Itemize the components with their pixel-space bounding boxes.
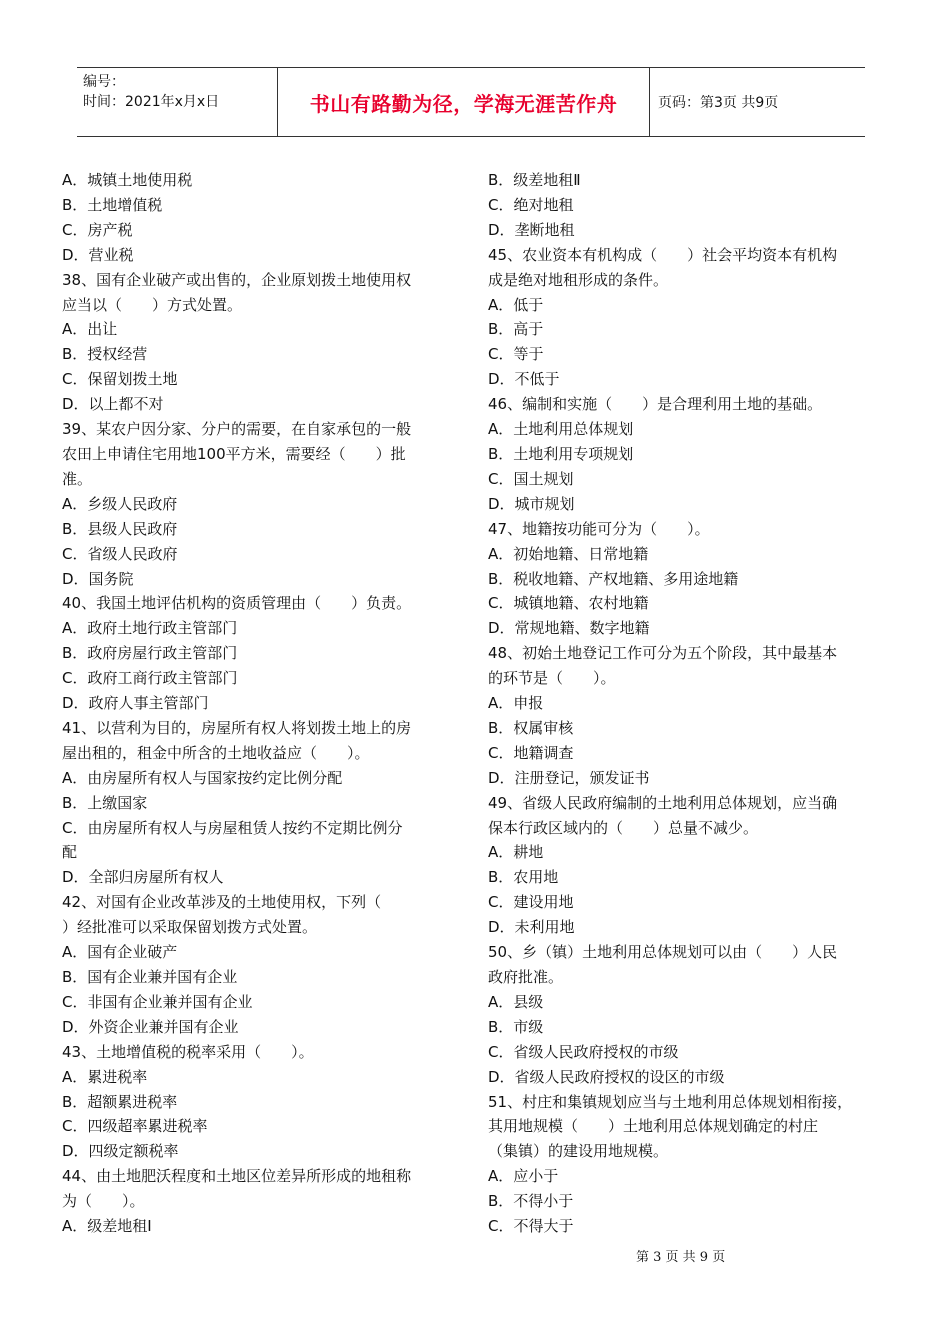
text-line: A．耕地 <box>488 843 544 862</box>
text-line: C．建设用地 <box>488 893 574 912</box>
text-line: A．城镇土地使用税 <box>62 171 193 189</box>
text-line: B．授权经营 <box>62 345 148 364</box>
text-line: D．国务院 <box>62 569 134 588</box>
text-line: C．省级人民政府 <box>62 544 178 563</box>
text-line: A．初始地籍、日常地籍 <box>488 544 649 563</box>
left-column <box>62 168 462 1239</box>
text-line: D．不低于 <box>488 370 560 389</box>
text-line: A．国有企业破产 <box>62 943 178 962</box>
text-line: A．应小于 <box>488 1167 559 1186</box>
motto: 书山有路勤为径，学海无涯苦作舟 <box>309 91 618 116</box>
text-line: D．外资企业兼并国有企业 <box>62 1017 239 1036</box>
text-line: B．土地增值税 <box>62 195 163 214</box>
text-line: A．乡级人民政府 <box>62 494 178 513</box>
text-line: B．上缴国家 <box>62 793 148 812</box>
text-line: D．垄断地租 <box>488 220 575 239</box>
text-line: 40、我国土地评估机构的资质管理由（ ）负责。 <box>62 594 412 613</box>
header-meta <box>77 68 278 136</box>
text-line: A．由房屋所有权人与国家按约定比例分配 <box>62 768 343 787</box>
text-line: D．注册登记，颁发证书 <box>488 768 650 787</box>
text-line: B．税收地籍、产权地籍、多用途地籍 <box>488 569 739 588</box>
text-line: B．超额累进税率 <box>62 1092 178 1111</box>
text-line: B．政府房屋行政主管部门 <box>62 644 238 663</box>
text-line: C．绝对地租 <box>488 195 574 214</box>
text-line: B．级差地租Ⅱ <box>488 171 581 189</box>
text-line: C．四级超率累进税率 <box>62 1117 208 1136</box>
text-line: D．常规地籍、数字地籍 <box>488 619 650 638</box>
text-line: 43、土地增值税的税率采用（ ）。 <box>62 1042 314 1061</box>
text-line: C．省级人民政府授权的市级 <box>488 1042 679 1061</box>
text-line: 屋出租的，租金中所含的土地收益应（ ）。 <box>62 743 370 762</box>
text-line: 成是绝对地租形成的条件。 <box>488 270 669 289</box>
number-label: 编号： <box>83 74 125 90</box>
right-column <box>488 168 888 1239</box>
page-label: 页码：第3页 共9页 <box>658 95 779 111</box>
text-line: B．县级人民政府 <box>62 519 178 538</box>
text-line: A．累进税率 <box>62 1067 148 1086</box>
text-line: C．城镇地籍、农村地籍 <box>488 594 649 613</box>
text-line: 应当以（ ）方式处置。 <box>62 295 243 314</box>
text-line: A．级差地租Ⅰ <box>62 1217 152 1236</box>
text-line: C．房产税 <box>62 220 133 239</box>
text-line: C．地籍调查 <box>488 743 574 762</box>
text-line: 44、由土地肥沃程度和土地区位差异所形成的地租称 <box>62 1167 412 1186</box>
text-line: 准。 <box>62 469 93 488</box>
text-line: A．县级 <box>488 992 544 1011</box>
text-line: A．政府土地行政主管部门 <box>62 619 238 638</box>
text-line: 政府批准。 <box>488 968 564 986</box>
text-line: A．申报 <box>488 694 544 713</box>
text-line: B．国有企业兼并国有企业 <box>62 968 238 986</box>
text-line: （集镇）的建设用地规模。 <box>488 1142 669 1161</box>
text-line: D．四级定额税率 <box>62 1142 179 1161</box>
text-line: C．保留划拨土地 <box>62 370 178 389</box>
text-line: D．政府人事主管部门 <box>62 694 209 713</box>
text-line: B．农用地 <box>488 868 559 887</box>
text-line: C．非国有企业兼并国有企业 <box>62 992 253 1011</box>
text-line: B．权属审核 <box>488 718 574 737</box>
text-line: B．不得小于 <box>488 1192 574 1211</box>
text-line: D．营业税 <box>62 245 134 264</box>
text-line: A．低于 <box>488 295 544 314</box>
text-line: C．等于 <box>488 345 544 364</box>
text-line: 50、乡（镇）土地利用总体规划可以由（ ）人民 <box>488 943 838 962</box>
text-line: 42、对国有企业改革涉及的土地使用权，下列（ <box>62 893 382 912</box>
text-line: D．未利用地 <box>488 918 575 937</box>
text-line: B．高于 <box>488 320 544 339</box>
text-line: D．省级人民政府授权的设区的市级 <box>488 1067 725 1086</box>
page-header <box>77 67 865 137</box>
text-line: D．以上都不对 <box>62 395 164 414</box>
text-line: D．城市规划 <box>488 494 575 513</box>
text-line: C．由房屋所有权人与房屋租赁人按约不定期比例分 <box>62 818 403 837</box>
text-line: 38、国有企业破产或出售的，企业原划拨土地使用权 <box>62 270 412 289</box>
text-line: D．全部归房屋所有权人 <box>62 868 224 887</box>
text-line: 其用地规模（ ）土地利用总体规划确定的村庄 <box>488 1117 819 1136</box>
header-motto-cell <box>278 68 650 136</box>
header-page-cell <box>650 68 865 136</box>
text-line: 保本行政区域内的（ ）总量不减少。 <box>488 818 759 837</box>
text-line: 47、地籍按功能可分为（ ）。 <box>488 519 710 538</box>
text-line: 配 <box>62 843 78 862</box>
text-line: A．出让 <box>62 320 118 339</box>
text-line: 45、农业资本有机构成（ ）社会平均资本有机构 <box>488 245 838 264</box>
page-footer: 第 3 页 共 9 页 <box>636 1250 726 1265</box>
text-line: 的环节是（ ）。 <box>488 669 616 688</box>
text-line: C．政府工商行政主管部门 <box>62 669 238 688</box>
text-line: A．土地利用总体规划 <box>488 420 634 439</box>
text-line: B．市级 <box>488 1017 544 1036</box>
text-line: 48、初始土地登记工作可分为五个阶段，其中最基本 <box>488 644 838 663</box>
text-line: 为（ ）。 <box>62 1192 145 1211</box>
text-line: 农田上申请住宅用地100平方米，需要经（ ）批 <box>62 444 406 463</box>
time-label: 时间：2021年x月x日 <box>83 94 220 110</box>
text-line: 39、某农户因分家、分户的需要，在自家承包的一般 <box>62 420 412 439</box>
text-line: C．不得大于 <box>488 1217 574 1236</box>
text-line: C．国土规划 <box>488 469 574 488</box>
text-line: 51、村庄和集镇规划应当与土地利用总体规划相衔接， <box>488 1092 853 1111</box>
text-line: 49、省级人民政府编制的土地利用总体规划，应当确 <box>488 793 838 812</box>
text-line: B．土地利用专项规划 <box>488 444 634 463</box>
text-line: ）经批准可以采取保留划拨方式处置。 <box>62 918 318 937</box>
text-line: 46、编制和实施（ ）是合理利用土地的基础。 <box>488 395 823 414</box>
text-line: 41、以营利为目的，房屋所有权人将划拨土地上的房 <box>62 718 412 737</box>
